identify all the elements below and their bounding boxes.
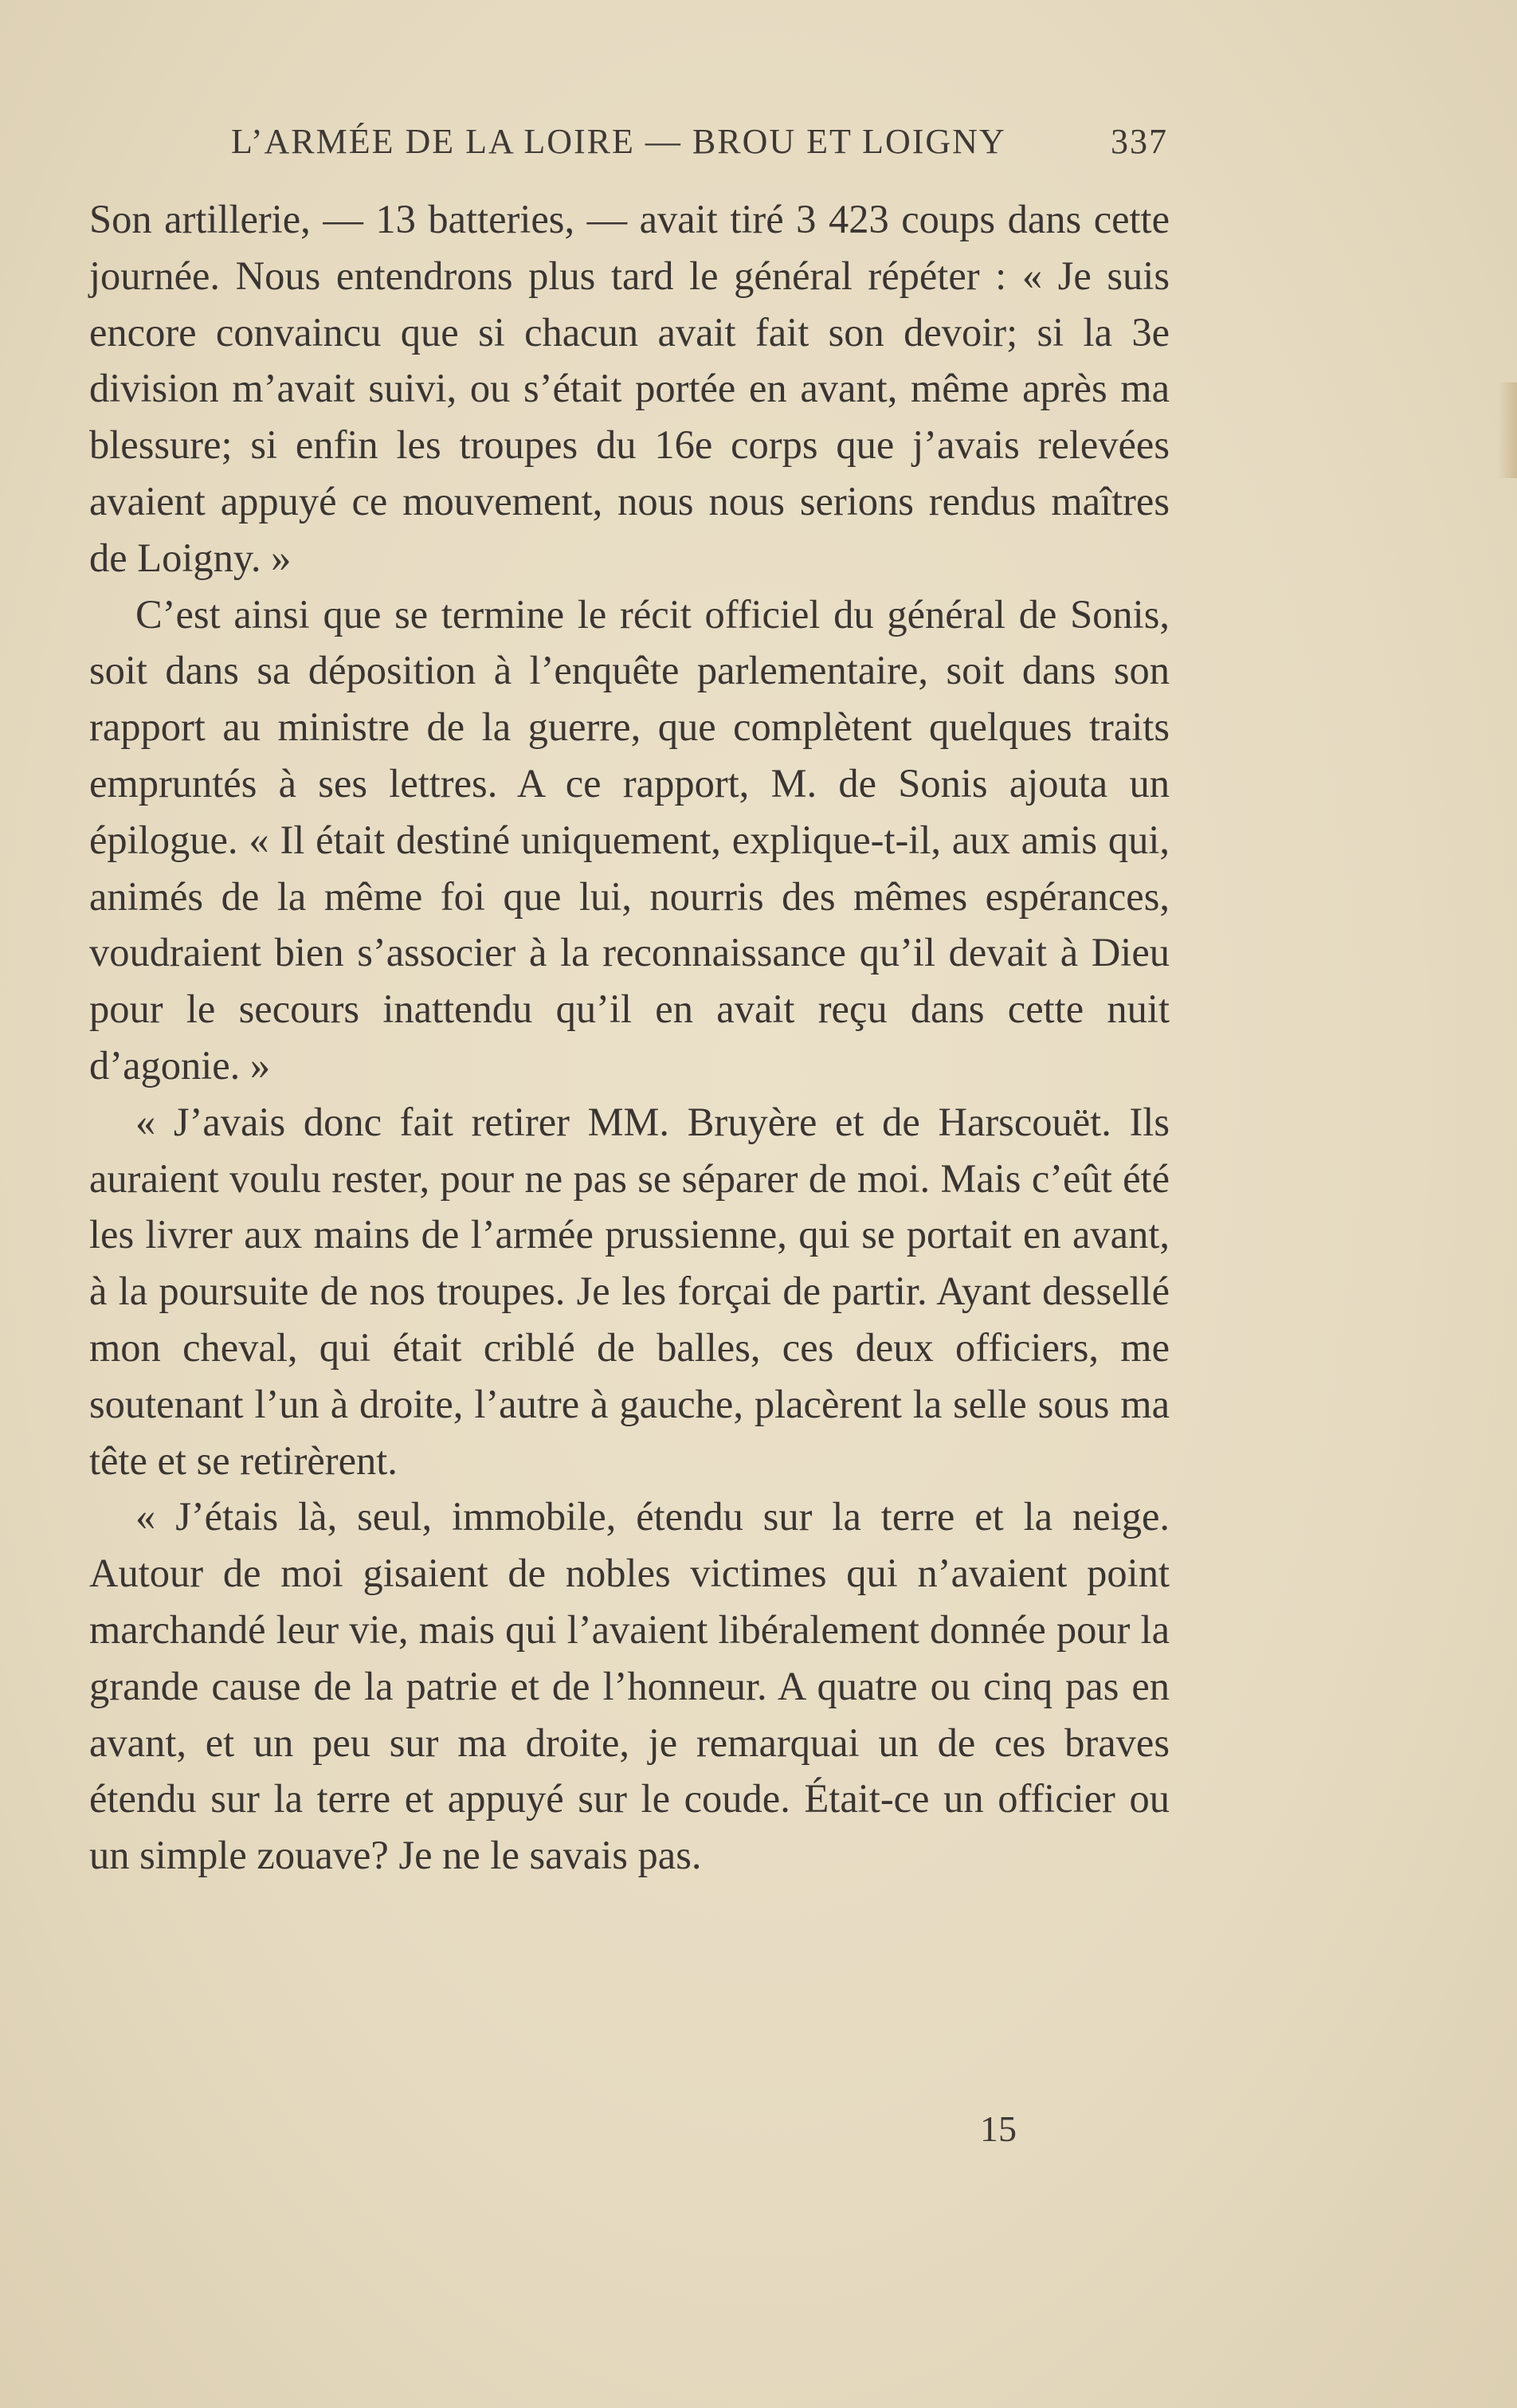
paragraph: « J’étais là, seul, immobile, étendu sur la terre et la neige. Autour de moi gisaient de nobles victimes qui n’avaient point marchandé leur vie, mais qui l’avaient libéralement donnée pour la grande cause de la patrie et de l’honneur. A quatre ou cinq pas en avant, et un peu sur ma droite, je remarquai un de ces braves étendu sur la terre et appuyé sur le coude. Était-ce un officier ou un simple zouave? Je ne le savais pas. [89, 1494, 1170, 1878]
page-header [231, 121, 1168, 169]
page-edge-stain [1498, 382, 1517, 478]
paragraph: Son artillerie, — 13 batteries, — avait tiré 3 423 coups dans cette journée. Nous entendrons plus tard le général répéter : « Je suis encore convaincu que si chacun avait fait son devoir; si la 3e division m’avait suivi, ou s’était portée en avant, même après ma blessure; si enfin les troupes du 16e corps que j’avais relevées avaient appuyé ce mouvement, nous nous serions rendus maîtres de Loigny. » [89, 197, 1170, 580]
paragraph: « J’avais donc fait retirer MM. Bruyère et de Harscouët. Ils auraient voulu rester, pour ne pas se séparer de moi. Mais c’eût été les livrer aux mains de l’armée prussienne, qui se portait en avant, à la poursuite de nos troupes. Je les forçai de partir. Ayant dessellé mon cheval, qui était criblé de balles, ces deux officiers, me soutenant l’un à droite, l’autre à gauche, placèrent la selle sous ma tête et se retirèrent. [89, 1099, 1170, 1483]
paragraph: C’est ainsi que se termine le récit officiel du général de Sonis, soit dans sa déposition à l’enquête parlementaire, soit dans son rapport au ministre de la guerre, que complètent quelques traits empruntés à ses lettres. A ce rapport, M. de Sonis ajouta un épilogue. « Il était destiné uniquement, explique-t-il, aux amis qui, animés de la même foi que lui, nourris des mêmes espérances, voudraient bien s’associer à la reconnaissance qu’il devait à Dieu pour le secours inattendu qu’il en avait reçu dans cette nuit d’agonie. » [89, 591, 1170, 1088]
body-text [89, 191, 1170, 1884]
page-number: 337 [1111, 122, 1168, 161]
running-title: L’ARMÉE DE LA LOIRE — BROU ET LOIGNY [231, 122, 1006, 161]
signature-mark: 15 [980, 2108, 1017, 2149]
